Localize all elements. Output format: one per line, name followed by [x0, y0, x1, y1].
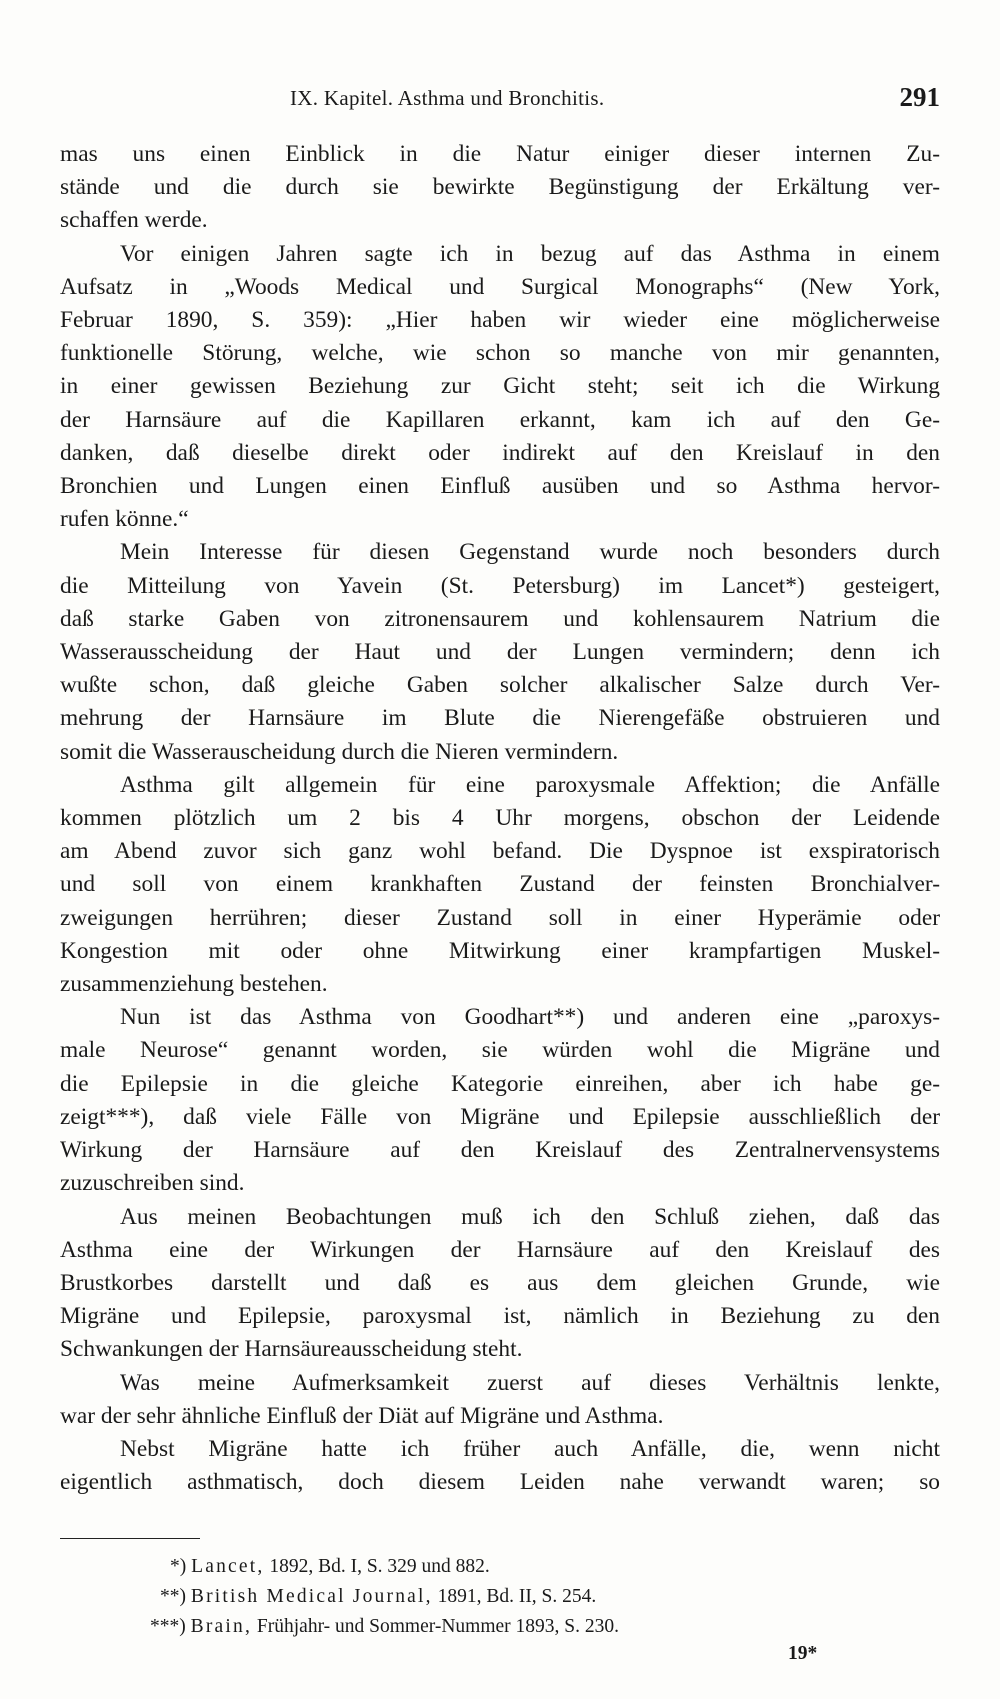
footnote-source: Brain,	[190, 1616, 253, 1637]
text-line: zeigt***), daß viele Fälle von Migräne und Epilepsie ausschließlich der	[60, 1103, 940, 1130]
footnote-rule	[60, 1538, 200, 1539]
text-line: daß starke Gaben von zitronensaurem und kohlensaurem Natrium die	[60, 605, 940, 632]
text-line: und soll von einem krankhaften Zustand der feinsten Bronchialver-	[60, 871, 940, 898]
paragraph	[60, 1367, 940, 1433]
text-line: eigentlich asthmatisch, doch diesem Leiden nahe verwandt waren; so	[60, 1469, 940, 1496]
text-line: mas uns einen Einblick in die Natur einiger dieser internen Zu-	[60, 141, 940, 167]
paragraph	[60, 238, 940, 537]
text-line: Migräne und Epilepsie, paroxysmal ist, nämlich in Beziehung zu den	[60, 1303, 940, 1330]
footnote-detail: 1891, Bd. II, S. 254.	[432, 1586, 597, 1607]
footnote-mark: **)	[160, 1586, 186, 1607]
text-line: Aufsatz in „Woods Medical und Surgical Monographs“ (New York,	[60, 273, 940, 300]
footnote-source: Lancet,	[191, 1556, 265, 1577]
paragraph	[60, 1433, 940, 1499]
text-line: Mein Interesse für diesen Gegenstand wurde noch besonders durch	[120, 539, 940, 566]
footnote	[60, 1582, 940, 1612]
text-line: Brustkorbes darstellt und daß es aus dem gleichen Grunde, wie	[60, 1269, 940, 1296]
text-line: Kongestion mit oder ohne Mitwirkung einer krampfartigen Muskel-	[60, 937, 940, 964]
footnote-detail: Frühjahr- und Sommer-Nummer 1893, S. 230.	[252, 1616, 620, 1637]
text-line: zweigungen herrühren; dieser Zustand soll in einer Hyperämie oder	[60, 904, 940, 931]
text-line: Nebst Migräne hatte ich früher auch Anfälle, die, wenn nicht	[120, 1435, 940, 1462]
text-line: Wirkung der Harnsäure auf den Kreislauf des Zentralnervensystems	[60, 1137, 940, 1164]
text-line: Bronchien und Lungen einen Einfluß ausüben und so Asthma hervor-	[60, 473, 940, 500]
paragraph	[60, 138, 940, 238]
page-number: 291	[899, 82, 940, 112]
text-line: Wasserausscheidung der Haut und der Lungen vermindern; denn ich	[60, 639, 940, 666]
text-line: kommen plötzlich um 2 bis 4 Uhr morgens, obschon der Leidende	[60, 805, 940, 832]
text-line: zusammenziehung bestehen.	[60, 971, 328, 998]
text-line: war der sehr ähnliche Einfluß der Diät auf Migräne und Asthma.	[60, 1402, 664, 1429]
text-line: am Abend zuvor sich ganz wohl befand. Die Dyspnoe ist exspiratorisch	[60, 838, 940, 865]
text-line: funktionelle Störung, welche, wie schon so manche von mir genannten,	[60, 340, 940, 367]
text-line: die Mitteilung von Yavein (St. Petersburg) im Lancet*) gesteigert,	[60, 572, 940, 599]
text-line: Asthma eine der Wirkungen der Harnsäure auf den Kreislauf des	[60, 1236, 940, 1263]
text-line: Nun ist das Asthma von Goodhart**) und anderen eine „paroxys-	[120, 1004, 940, 1031]
text-line: Was meine Aufmerksamkeit zuerst auf dieses Verhältnis lenkte,	[120, 1369, 940, 1396]
footnotes	[60, 1552, 940, 1642]
text-line: male Neurose“ genannt worden, sie würden wohl die Migräne und	[60, 1037, 940, 1064]
text-line: der Harnsäure auf die Kapillaren erkannt, kam ich auf den Ge-	[60, 406, 940, 433]
text-line: die Epilepsie in die gleiche Kategorie einreihen, aber ich habe ge-	[60, 1070, 940, 1097]
text-line: Asthma gilt allgemein für eine paroxysmale Affektion; die Anfälle	[120, 771, 940, 798]
text-line: zuzuschreiben sind.	[60, 1170, 245, 1197]
text-line: danken, daß dieselbe direkt oder indirekt auf den Kreislauf in den	[60, 439, 940, 466]
text-line: wußte schon, daß gleiche Gaben solcher alkalischer Salze durch Ver-	[60, 672, 940, 699]
signature-mark: 19*	[788, 1643, 818, 1664]
text-line: Aus meinen Beobachtungen muß ich den Schluß ziehen, daß das	[120, 1203, 940, 1230]
footnote-mark: *)	[170, 1556, 187, 1577]
footnote	[60, 1552, 940, 1582]
paragraph	[60, 769, 940, 1001]
text-line: in einer gewissen Beziehung zur Gicht steht; seit ich die Wirkung	[60, 373, 940, 400]
footnote-detail: 1892, Bd. I, S. 329 und 882.	[264, 1556, 490, 1577]
footnote-mark: ***)	[150, 1616, 186, 1637]
paragraph	[60, 1001, 940, 1200]
paragraph	[60, 1201, 940, 1367]
paragraph	[60, 536, 940, 768]
footnote-source: British Medical Journal,	[190, 1586, 433, 1607]
running-head: IX. Kapitel. Asthma und Bronchitis.	[290, 86, 605, 110]
text-line: stände und die durch sie bewirkte Begünstigung der Erkältung ver-	[60, 174, 940, 201]
text-line: rufen könne.“	[60, 506, 189, 533]
page-header	[60, 82, 940, 118]
text-line: Februar 1890, S. 359): „Hier haben wir wieder eine möglicherweise	[60, 307, 940, 334]
footnote	[60, 1612, 940, 1642]
text-line: schaffen werde.	[60, 207, 208, 234]
text-line: Schwankungen der Harnsäureausscheidung steht.	[60, 1336, 523, 1363]
text-line: mehrung der Harnsäure im Blute die Nierengefäße obstruieren und	[60, 705, 940, 732]
text-line: somit die Wasserauscheidung durch die Nieren vermindern.	[60, 738, 619, 765]
text-line: Vor einigen Jahren sagte ich in bezug auf das Asthma in einem	[120, 240, 940, 267]
body-text	[60, 138, 940, 1499]
